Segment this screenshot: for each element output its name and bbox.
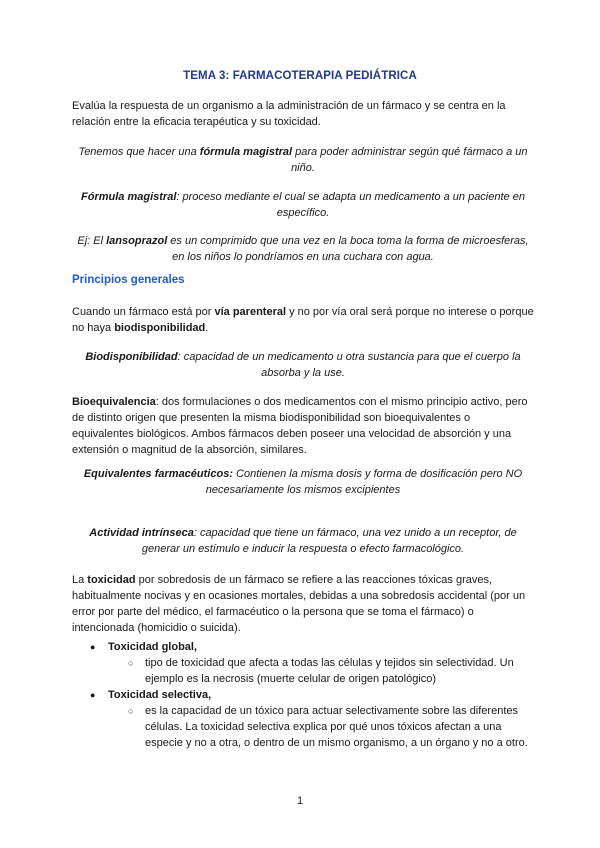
sub-bullet-circle-icon: ○ bbox=[128, 706, 134, 716]
formula-note: Tenemos que hacer una fórmula magistral para poder administrar según qué fármaco a un niño. bbox=[78, 146, 528, 174]
intro-paragraph: Evalúa la respuesta de un organismo a la administración de un fármaco y se centra en la relación entre la eficacia terapéutica y su toxicidad. bbox=[72, 100, 506, 128]
toxicidad-paragraph: La toxicidad por sobredosis de un fármaco se refiere a las reacciones tóxicas graves, habitualmente nocivas y en ocasiones mortales, debidas a una sobredosis accidental (por un error por parte del médico, el farmacéutico o la persona que se toma el fármaco) o intencionada (homicidio o suicida). bbox=[72, 574, 526, 634]
parenteral-paragraph: Cuando un fármaco está por vía parenteral y no por vía oral será porque no interese o porque no haya biodisponibilidad. bbox=[72, 306, 534, 334]
sub-bullet-selectiva-text: es la capacidad de un tóxico para actuar selectivamente sobre las diferentes células. La toxicidad selectiva explica por qué unos tóxicos afectan a una especie y no a otra, o dentro de un mismo organismo, a un órgano y no a otro. bbox=[145, 705, 528, 749]
formula-definition: Fórmula magistral: proceso mediante el cual se adapta un medicamento a un paciente en específico. bbox=[81, 191, 525, 219]
bioequivalencia-paragraph: Bioequivalencia: dos formulaciones o dos medicamentos con el mismo principio activo, pero de distinto origen que presenten la misma biodisponibilidad son bioequivalentes o equivalentes biológicos. Ambos fármacos deben poseer una velocidad de absorción y una extensión o magnitud de la absorción, similares. bbox=[72, 396, 528, 456]
page-number: 1 bbox=[296, 795, 304, 807]
sub-bullet-global-text: tipo de toxicidad que afecta a todas las células y tejidos sin selectividad. Un ejemplo es la necrosis (muerte celular de origen patológico) bbox=[145, 657, 514, 685]
bullet-dot-icon: ● bbox=[90, 690, 96, 700]
actividad-intrinseca: Actividad intrínseca: capacidad que tiene un fármaco, una vez unido a un receptor, de generar un estímulo e inducir la respuesta o efecto farmacológico. bbox=[89, 527, 517, 555]
bullet-toxicidad-global: Toxicidad global, bbox=[108, 641, 198, 653]
bullet-dot-icon: ● bbox=[90, 642, 96, 652]
biodisponibilidad-definition: Biodisponibilidad: capacidad de un medicamento u otra sustancia para que el cuerpo la absorba y la use. bbox=[85, 351, 521, 379]
lansoprazol-example: Ej: El lansoprazol es un comprimido que una vez en la boca toma la forma de microesferas, en los niños lo pondríamos en una cuchara con agua. bbox=[77, 235, 529, 263]
section-heading: Principios generales bbox=[72, 274, 185, 286]
equivalentes-farmaceuticos: Equivalentes farmacéuticos: Contienen la misma dosis y forma de dosificación pero NO necesariamente los mismos excipientes bbox=[83, 468, 523, 496]
page-title: TEMA 3: FARMACOTERAPIA PEDIÁTRICA bbox=[183, 70, 417, 82]
bullet-toxicidad-selectiva: Toxicidad selectiva, bbox=[108, 689, 212, 701]
sub-bullet-circle-icon: ○ bbox=[128, 658, 134, 668]
